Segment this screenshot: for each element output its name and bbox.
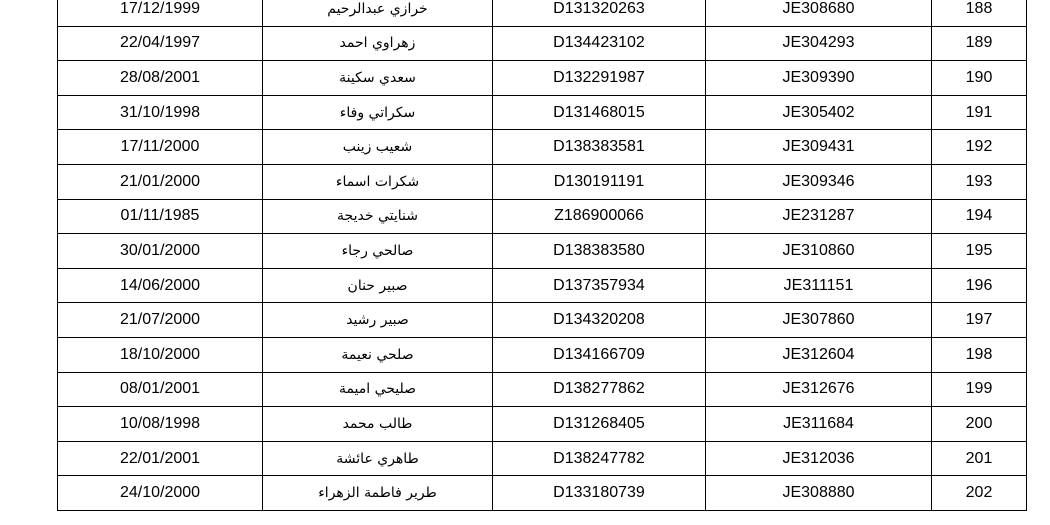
birth-date-cell: 31/10/1998: [58, 95, 263, 130]
registration-code-cell: JE309346: [706, 164, 932, 199]
birth-date-cell: 22/04/1997: [58, 26, 263, 61]
id-card-number-cell: D131320263: [493, 0, 706, 26]
id-card-number-cell: D133180739: [493, 476, 706, 511]
records-table-body: [58, 0, 1027, 510]
full-name-cell: شنايتي خديجة: [263, 199, 493, 234]
id-card-number-cell: D131468015: [493, 95, 706, 130]
registration-code-cell: JE310860: [706, 234, 932, 269]
row-number-cell: 188: [932, 0, 1027, 26]
row-number-cell: 198: [932, 337, 1027, 372]
full-name-cell: زهراوي احمد: [263, 26, 493, 61]
id-card-number-cell: Z186900066: [493, 199, 706, 234]
table-row: [58, 372, 1027, 407]
id-card-number-cell: D134166709: [493, 337, 706, 372]
full-name-cell: خرازي عبدالرحيم: [263, 0, 493, 26]
full-name-cell: صالحي رجاء: [263, 234, 493, 269]
table-row: [58, 476, 1027, 511]
full-name-cell: سعدي سكينة: [263, 61, 493, 96]
registration-code-cell: JE305402: [706, 95, 932, 130]
birth-date-cell: 01/11/1985: [58, 199, 263, 234]
table-row: [58, 0, 1027, 26]
full-name-cell: شعيب زينب: [263, 130, 493, 165]
full-name-cell: شكرات اسماء: [263, 164, 493, 199]
registration-code-cell: JE304293: [706, 26, 932, 61]
registration-code-cell: JE309390: [706, 61, 932, 96]
birth-date-cell: 21/01/2000: [58, 164, 263, 199]
id-card-number-cell: D134423102: [493, 26, 706, 61]
birth-date-cell: 17/12/1999: [58, 0, 263, 26]
row-number-cell: 196: [932, 268, 1027, 303]
full-name-cell: صبير رشيد: [263, 303, 493, 338]
table-row: [58, 407, 1027, 442]
table-row: [58, 95, 1027, 130]
id-card-number-cell: D132291987: [493, 61, 706, 96]
id-card-number-cell: D134320208: [493, 303, 706, 338]
table-row: [58, 303, 1027, 338]
records-table: [57, 0, 1027, 511]
table-row: [58, 130, 1027, 165]
table-row: [58, 61, 1027, 96]
full-name-cell: طالب محمد: [263, 407, 493, 442]
row-number-cell: 195: [932, 234, 1027, 269]
row-number-cell: 191: [932, 95, 1027, 130]
birth-date-cell: 10/08/1998: [58, 407, 263, 442]
id-card-number-cell: D138383581: [493, 130, 706, 165]
full-name-cell: صليحي اميمة: [263, 372, 493, 407]
row-number-cell: 189: [932, 26, 1027, 61]
registration-code-cell: JE308680: [706, 0, 932, 26]
row-number-cell: 201: [932, 441, 1027, 476]
registration-code-cell: JE312676: [706, 372, 932, 407]
row-number-cell: 193: [932, 164, 1027, 199]
table-row: [58, 268, 1027, 303]
birth-date-cell: 14/06/2000: [58, 268, 263, 303]
birth-date-cell: 17/11/2000: [58, 130, 263, 165]
id-card-number-cell: D138277862: [493, 372, 706, 407]
full-name-cell: صبير حنان: [263, 268, 493, 303]
row-number-cell: 199: [932, 372, 1027, 407]
row-number-cell: 192: [932, 130, 1027, 165]
row-number-cell: 190: [932, 61, 1027, 96]
full-name-cell: طرير فاطمة الزهراء: [263, 476, 493, 511]
registration-code-cell: JE307860: [706, 303, 932, 338]
birth-date-cell: 22/01/2001: [58, 441, 263, 476]
id-card-number-cell: D137357934: [493, 268, 706, 303]
table-row: [58, 337, 1027, 372]
id-card-number-cell: D131268405: [493, 407, 706, 442]
birth-date-cell: 08/01/2001: [58, 372, 263, 407]
table-row: [58, 164, 1027, 199]
full-name-cell: سكراتي وفاء: [263, 95, 493, 130]
birth-date-cell: 21/07/2000: [58, 303, 263, 338]
registration-code-cell: JE308880: [706, 476, 932, 511]
registration-code-cell: JE311684: [706, 407, 932, 442]
registration-code-cell: JE231287: [706, 199, 932, 234]
birth-date-cell: 30/01/2000: [58, 234, 263, 269]
table-row: [58, 234, 1027, 269]
row-number-cell: 194: [932, 199, 1027, 234]
id-card-number-cell: D130191191: [493, 164, 706, 199]
registration-code-cell: JE312604: [706, 337, 932, 372]
birth-date-cell: 24/10/2000: [58, 476, 263, 511]
full-name-cell: صلحي نعيمة: [263, 337, 493, 372]
row-number-cell: 197: [932, 303, 1027, 338]
full-name-cell: طاهري عائشة: [263, 441, 493, 476]
document-sheet: [57, 0, 1026, 511]
birth-date-cell: 28/08/2001: [58, 61, 263, 96]
id-card-number-cell: D138247782: [493, 441, 706, 476]
row-number-cell: 200: [932, 407, 1027, 442]
row-number-cell: 202: [932, 476, 1027, 511]
birth-date-cell: 18/10/2000: [58, 337, 263, 372]
id-card-number-cell: D138383580: [493, 234, 706, 269]
table-row: [58, 199, 1027, 234]
table-row: [58, 441, 1027, 476]
table-row: [58, 26, 1027, 61]
registration-code-cell: JE309431: [706, 130, 932, 165]
registration-code-cell: JE312036: [706, 441, 932, 476]
registration-code-cell: JE311151: [706, 268, 932, 303]
